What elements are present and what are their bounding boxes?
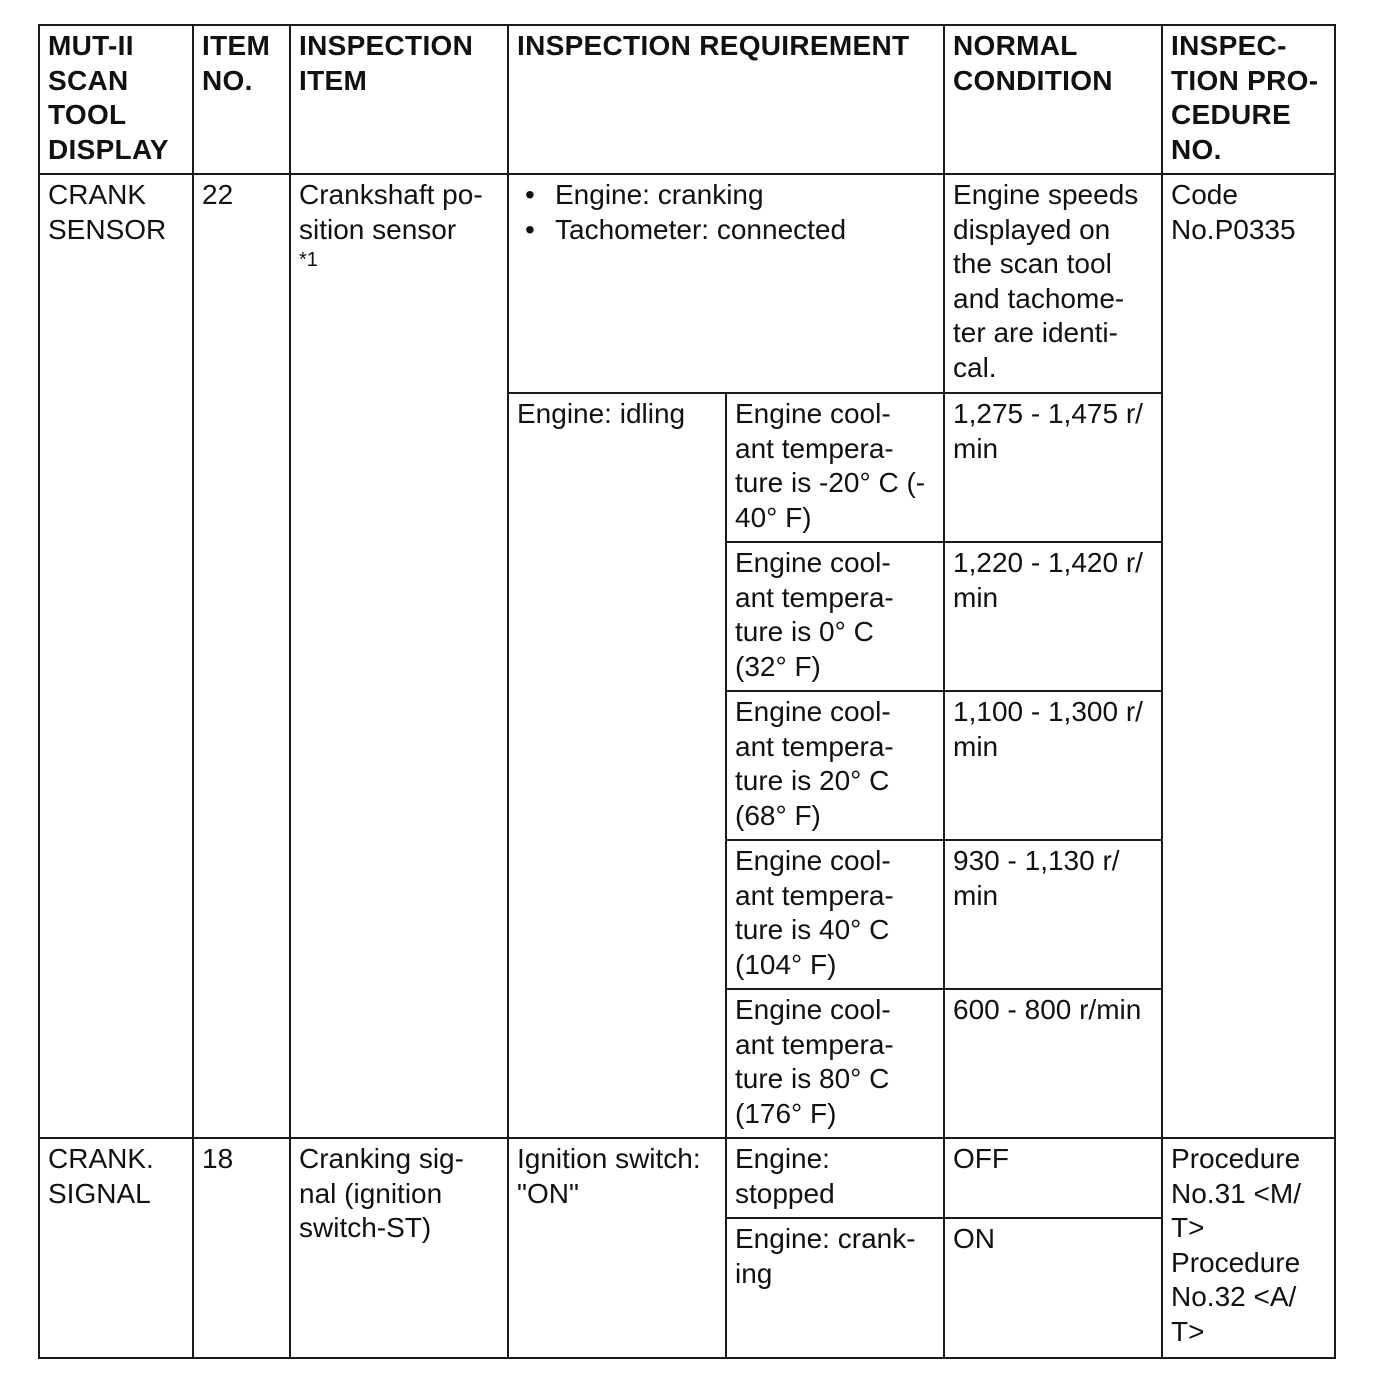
crank-signal-state: Engine: crank- ing xyxy=(726,1218,944,1358)
crank-sensor-inspection-item xyxy=(290,174,508,1138)
crank-signal-inspection-item: Cranking sig- nal (ignition switch-ST) xyxy=(290,1138,508,1358)
idle-condition: 1,100 - 1,300 r/ min xyxy=(944,691,1162,840)
crank-sensor-note: *1 xyxy=(299,249,318,271)
header-inspection-requirement: INSPECTION REQUIREMENT xyxy=(508,25,944,174)
table-row xyxy=(39,174,1335,393)
requirement-text: Engine: cranking xyxy=(555,179,764,210)
crank-signal-item-no: 18 xyxy=(193,1138,290,1358)
crank-sensor-display: CRANK SENSOR xyxy=(39,174,193,1138)
idle-temperature: Engine cool- ant tempera- ture is -20° C (- 40° F) xyxy=(726,393,944,542)
idle-temperature: Engine cool- ant tempera- ture is 20° C (68° F) xyxy=(726,691,944,840)
idle-temperature: Engine cool- ant tempera- ture is 80° C (176° F) xyxy=(726,989,944,1138)
requirement-list xyxy=(517,178,937,247)
header-item-no: ITEM NO. xyxy=(193,25,290,174)
crank-signal-display: CRANK. SIGNAL xyxy=(39,1138,193,1358)
crank-sensor-item-no: 22 xyxy=(193,174,290,1138)
crank-signal-state: Engine: stopped xyxy=(726,1138,944,1218)
crank-signal-requirement: Ignition switch: "ON" xyxy=(508,1138,726,1358)
crank-sensor-cranking-requirement xyxy=(508,174,944,393)
table-row xyxy=(39,1138,1335,1218)
header-scan-tool-display: MUT-II SCAN TOOL DISPLAY xyxy=(39,25,193,174)
idle-condition: 600 - 800 r/min xyxy=(944,989,1162,1138)
bullet-icon: • xyxy=(525,213,535,245)
inspection-table xyxy=(38,24,1336,1359)
crank-signal-condition: OFF xyxy=(944,1138,1162,1218)
requirement-text: Tachometer: connected xyxy=(555,213,847,245)
idle-condition: 930 - 1,130 r/ min xyxy=(944,840,1162,989)
header-inspection-item: INSPECTION ITEM xyxy=(290,25,508,174)
list-item xyxy=(517,178,937,213)
crank-signal-condition: ON xyxy=(944,1218,1162,1358)
header-normal-condition: NORMAL CONDITION xyxy=(944,25,1162,174)
idle-condition: 1,220 - 1,420 r/ min xyxy=(944,542,1162,691)
crank-sensor-cranking-condition: Engine speeds displayed on the scan tool and tachome- ter are identi- cal. xyxy=(944,174,1162,393)
header-procedure-no: INSPEC- TION PRO- CEDURE NO. xyxy=(1162,25,1335,174)
crank-signal-procedure-no: Procedure No.31 <M/ T> Procedure No.32 <A/ T> xyxy=(1162,1138,1335,1358)
crank-sensor-item-label: Crankshaft po- sition sensor xyxy=(299,179,483,245)
crank-sensor-procedure-no: Code No.P0335 xyxy=(1162,174,1335,1138)
header-row xyxy=(39,25,1335,174)
idle-condition: 1,275 - 1,475 r/ min xyxy=(944,393,1162,542)
idle-temperature: Engine cool- ant tempera- ture is 40° C (104° F) xyxy=(726,840,944,989)
crank-sensor-idle-requirement: Engine: idling xyxy=(508,393,726,1138)
list-item xyxy=(517,213,937,248)
idle-temperature: Engine cool- ant tempera- ture is 0° C (32° F) xyxy=(726,542,944,691)
bullet-icon: • xyxy=(525,179,535,210)
